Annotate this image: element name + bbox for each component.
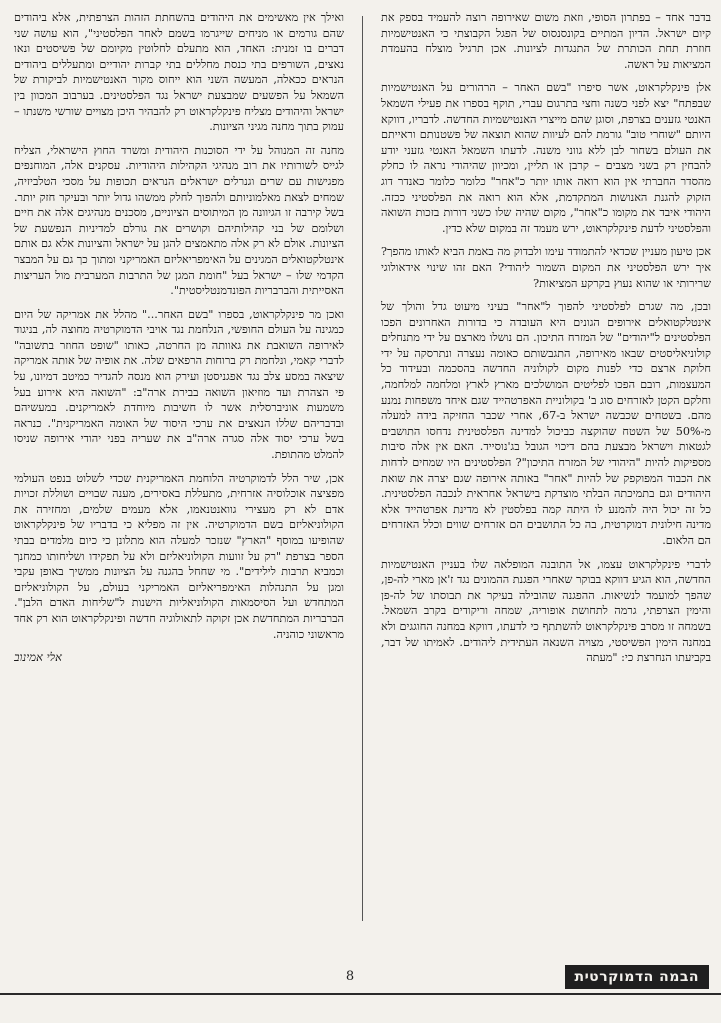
paragraph: אלן פינקלקראוט, אשר סיפרו "בשם האחר – הרהורים על האנטישמיות שבפתח" יצא לפני כשנה וחצי בתרגום עברי, תוקף בספרו את פעילי השמאל האנטי גזענים בצרפת, וסוגן שהם מייצרי האנטישמיות החדשה. לדבריו, דווקא היותם "שוחרי טוב" גורמת להם לעיוות שהוא תוצאה של פשטנותם וראייתם את העולם בשחור לבן ללא גווני משנה. לדעתו השמאל האנטי גזעני יודע להבחין רק בשני מצבים – קרבן או תליין, ומכיוון שהיהודי נראה לו כחלק מהסדר החברתי אין הוא רואה אותו יותר כ"אחר" כלומר כלומר כאנדר דוג הזקוק להגנת האנושות המתקדמת, אלא הוא רואה את הפלסטיני ככזה. היהודי איבד את מקומו כ"אחר", מקום שהיה שלו כשני דורות בזכות השואה והפלסטיני לדעת פינקלקראוט, ירש מעמד זה במקום שלא כדין. bbox=[381, 81, 711, 235]
paragraph: ואכן מר פינקלקראוט, בספרו "בשם האחר..." מהלל את אמריקה של היום כמגינה על העולם החופשי, הנלחמת נגד אויבי הדמוקרטיה מחוצה לה, בניגוד לאירופה השואבת את גאוותה מן החרטה, כאותו "שופט החוזר בתשובה" לדברי קאמי, ונלחמת רק ברוחות הרפאים שלה. את אופיה של אותה אמריקה שיצאה במסע צלב נגד אפגניסטן ועירק הוא מנסה להגדיר כמיטב דמיונו, על פי הצהרת ועד מוזיאון השואה בבירת ארה"ב: "השואה היא אירוע בעל משמעות אוניברסלית אשר לו חשיבות מיוחדת לאמריקנים. במעשיהם ובדבריהם שללו הנאצים את ערכי היסוד של האומה האמריקנית". כנראה בשל ערכי יסוד אלה סגרה ארה"ב את שעריה בפני יהודי אירופה שניסו להמלט מהתופת. bbox=[14, 307, 344, 462]
author-signature: אלי אמינוב bbox=[14, 650, 62, 665]
section-label: הבמה הדמוקרטית bbox=[565, 965, 710, 989]
page-footer bbox=[0, 943, 721, 1023]
column-divider bbox=[362, 16, 363, 921]
footer-rule bbox=[0, 993, 721, 995]
article-column-right bbox=[381, 10, 711, 930]
paragraph: אכן, שיר הלל לדמוקרטיה הלוחמת האמריקנית שכדי לשלוט בנפט העולמי מפציצה אוכלוסיה אזרחית, מתעללת באסירים, מענה שבויים ושוללת זכויות אדם לא רק מעצירי גוואנטנאמו, אלא מעמים שלמים, ומחזירה את הקולוניאליזם בשם הדמוקרטיה. אין זה מפליא כי בדבריו של פינקלקראוט שהופיעו במוסף "הארץ" שנזכר למעלה הוא מתלונן כי כיום מלמדים בבתי הספר בצרפת "רק על זוועות הקולוניאליזם ולא על תפקידו ושליחותו כמחנך וכמביא תרבות לילידים". מי שחחל בהגנה על הציונות ממשיך באופן עקבי ומגן על התנהלות האימפריאליזם האמריקני בעולם, על הקולוניאליזם המתחדש ועל הסיסמאות הקולוניאליות הישנות ל"שליחות האדם הלבן". הברבריות המתחדשת אכן זקוקה לתאולוגיה חדשה ופינקלקראוט הוא רק אחד מראשוני כוהניה. bbox=[14, 471, 344, 641]
article-columns bbox=[14, 10, 711, 930]
article-column-left bbox=[14, 10, 344, 930]
paragraph: לדברי פינקלקראוט עצמו, אל התובנה המופלאה שלו בעניין האנטישמיות החדשה, הוא הגיע דווקא בבוקר שאחרי הפגנת ההמונים נגד ז'אן מארי לה-פן, שהפך למועמד לנשיאות. ההפגנה שהובילה בעיקר את תבוסתו של לה-פן והימין הצרפתי, גרמה לתחושת אופוריה, שמחה וריקודים בקרב השמאל. בשמחה זו מסרב פינקלקראוט להשתתף כי לדעתו, דווקא במחנה החוגגים ולא במחנה הימין הפשיסטי, מצויה השנאה העתידית ליהודים. לאמיתו של דבר, בקביעתו הנחרצת כי: "מעתה bbox=[381, 557, 711, 665]
paragraph: מחנה זה המנוהל על ידי הסוכנות היהודית ומשרד החוץ הישראלי, הצליח לגייס לשורותיו את רוב מנהיגי הקהילות היהודיות. עסקנים אלה, המוחנפים מפגישות עם שרים וגנרלים ישראלים הנראים תכופות על מסכי הטלביזיה, שמחים לצאת מאלמוניותם ולהפוך לחלק ממשהו גדול יותר ובעיקר חזק יותר. בשל קירבה זו הגיוונה מן המיתוסים הציוניים, מסכנים מנהיגים אלה את חיים ושלומם של בני קהילותיהם וקושרים את גורלם למדיניות הנפשעת של הציונות. אולם לא רק אלה מתאמצים להגן על ישראל והציונות אלא גם אותם אינטלקטואלים המגינים על האימפריאליזם האמריקני ומתוך כך גם על המבצר הקדמי שלו – ישראל בעל "חומת המגן של התרבות המערבית מול העריצות האסייתית והברבריות הפונדמנטליסטית". bbox=[14, 143, 344, 298]
paragraph: ובכן, מה שגרם לפלסטיני להפוך ל"אחר" בעיני מיעוט גדל והולך של אינטלקטואלים אירופים הגונים היא העובדה כי בדורות האחרונים הפכו הפלסטינים ל"יהודים" של המזרח התיכון. הם נושלו מארצם על ידי מתנחלים קולוניאליסטים שבאו מאירופה, התגבשותם כאומה נעצרה ונתרסקה על ידי חלוקת ארצם כדי לפנות מקום לקולוניה החדשה בהסכמה ובעידוד כל המעצמות, רובם הפכו לפליטים המושלכים מארץ לארץ ומלחמה למלחמה, וחלקם הקטן לאזרחים סוג ב' בקולוניית האפרטהייד שגם איחד משפחות נמנע מהם. בשטחים שכבשה ישראל ב-67, אחרי שכבר החזיקה בידה למעלה מ-50% של השטח שהוקצה כביכול למדינה הפלסטינית נדחסו התושבים לגטאות וישראל מבצעת בהם דיכוי הגובל בג'נוסייד. האם אין אלה סיבות מספיקות להיות "היהודי של המזרח התיכון"? הפלסטינים היו שמחים לדחות את הכבוד המפוקפק של להיות "אחר" באותה אירופה שגם יצרה את שואת היהודים וגם בתמיכתה הבלתי מוצדקת בישראל אחראית לנכבה הפלסטינית. כל זה יכול היה להמנע לו היתה קמה בפלסטין לא מדינת אפרטהייד אלא מדינה חילונית דמוקרטית, בה כל התושבים הם אזרחים שווים וכלל האזרחים הם הלאום. bbox=[381, 300, 711, 547]
page-number: 8 bbox=[345, 969, 355, 984]
paragraph: בדבר אחד – בפתרון הסופי, וזאת משום שאירופה רוצה להעמיד בספק את קיום ישראל. הדיון המתיים בקונסנסוס של הפגל הקבוצתי כי האנטישמיות חוזרת תחת הכותרת של התנגדות לציונות. אכן תרגיל מוצלח בהעמדת המציאות על ראשה. bbox=[381, 11, 711, 71]
paragraph: אכן טיעון מעניין שכדאי להתמודד עימו ולבדוק מה באמת הביא לאותו מהפך? איך ירש הפלסטיני את המקום השמור ליהודי? האם זהו שינוי אידאולוגי שרירותי או שהוא נעוץ בקרקע המציאות? bbox=[381, 245, 711, 290]
paragraph: ואילך אין מאשימים את היהודים בהשחתת הזהות הצרפתית, אלא ביהודים שהם גורמים או מניחים שייגרמו בשמם לאחר הפלסטיני", הוא עושה שני דברים בו זמנית: האחד, הוא מתעלם לחלוטין מקיומם של פשיסטים ונאו נאצים, השורפים בתי כנסת מחללים בתי קברות יהודיים ומתעללים ביהודים הנראים ככאלה, המעשה השני הוא ייחוס מקור האנטישמיות לביקורת של השמאל על הפשעים שמבצעת ישראל נגד הפלסטינים. בערבוב המכוון בין ישראל והיהודים מצליח פינקלקראוט רק להבהיר היכן מצויים שורשי משנתו – עמוק בתוך מחנה מגיני הציונות. bbox=[14, 11, 344, 134]
